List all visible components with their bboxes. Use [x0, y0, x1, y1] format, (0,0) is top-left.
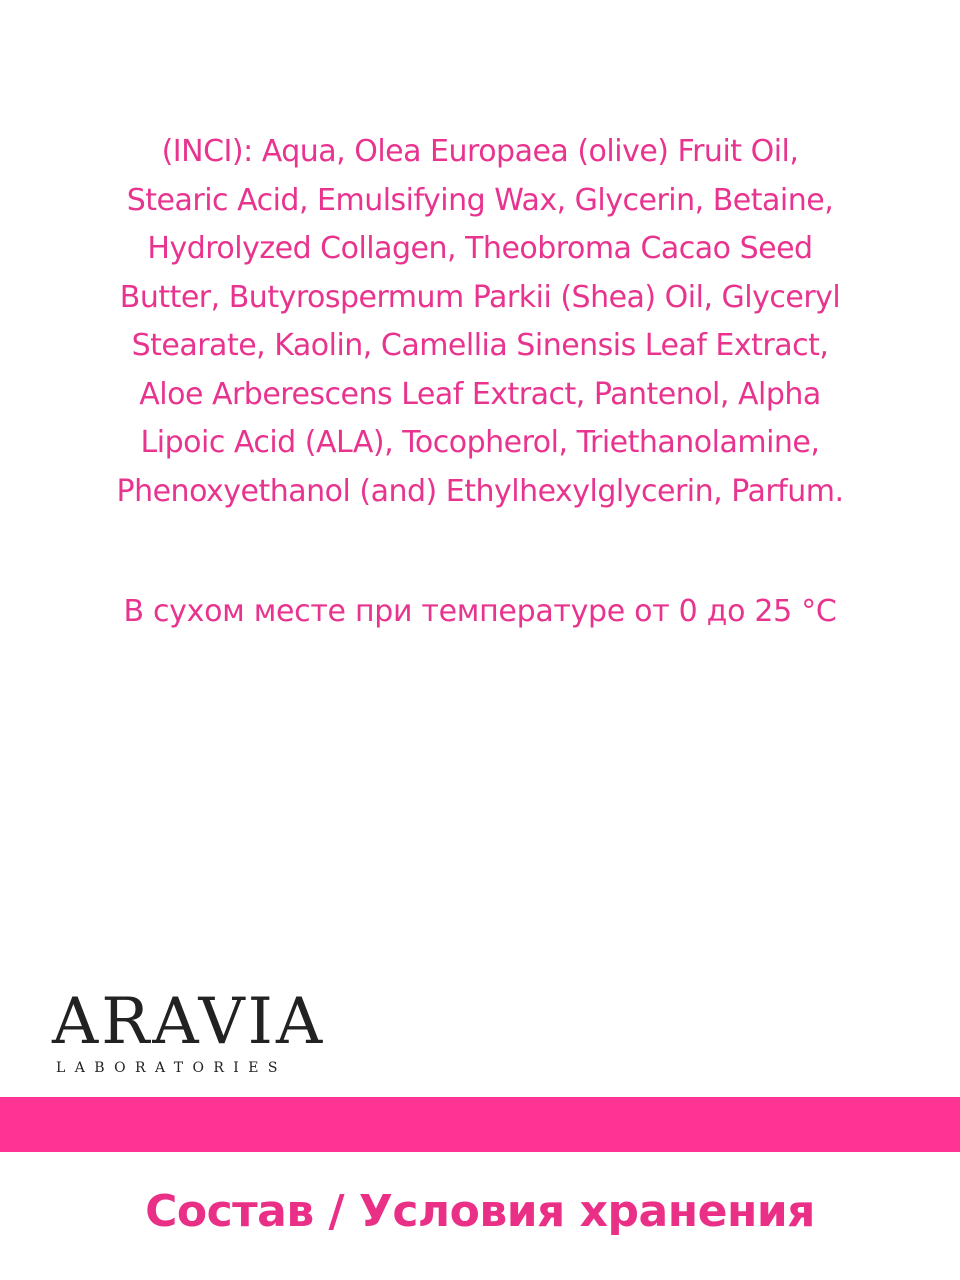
ingredients-line: (INCI): Aqua, Olea Europaea (olive) Fruit Oil,: [161, 134, 799, 169]
ingredients-line: Aloe Arberescens Leaf Extract, Pantenol, Alpha: [139, 376, 821, 412]
brand-logo-wordmark: ARAVIA: [52, 985, 326, 1059]
ingredients-line: Butter, Butyrospermum Parkii (Shea) Oil, Glyceryl: [119, 279, 841, 315]
footer-title: Состав / Условия хранения: [145, 1186, 815, 1237]
ingredients-line: Stearate, Kaolin, Camellia Sinensis Leaf Extract,: [131, 328, 829, 363]
brand-logo-subtitle: LABORATORIES: [56, 1060, 287, 1076]
ingredients-line: Hydrolyzed Collagen, Theobroma Cacao Seed: [147, 231, 813, 266]
ingredients-line: Lipoic Acid (ALA), Tocopherol, Triethanolamine,: [140, 425, 820, 460]
pink-divider-band: [0, 1097, 960, 1152]
ingredients-line: Stearic Acid, Emulsifying Wax, Glycerin, Betaine,: [126, 182, 834, 218]
storage-conditions-text: В сухом месте при температуре от 0 до 25 °С: [123, 594, 837, 629]
ingredients-line: Phenoxyethanol (and) Ethylhexylglycerin, Parfum.: [116, 473, 844, 509]
ingredients-text: [40, 128, 920, 516]
brand-logo: [52, 985, 326, 1078]
